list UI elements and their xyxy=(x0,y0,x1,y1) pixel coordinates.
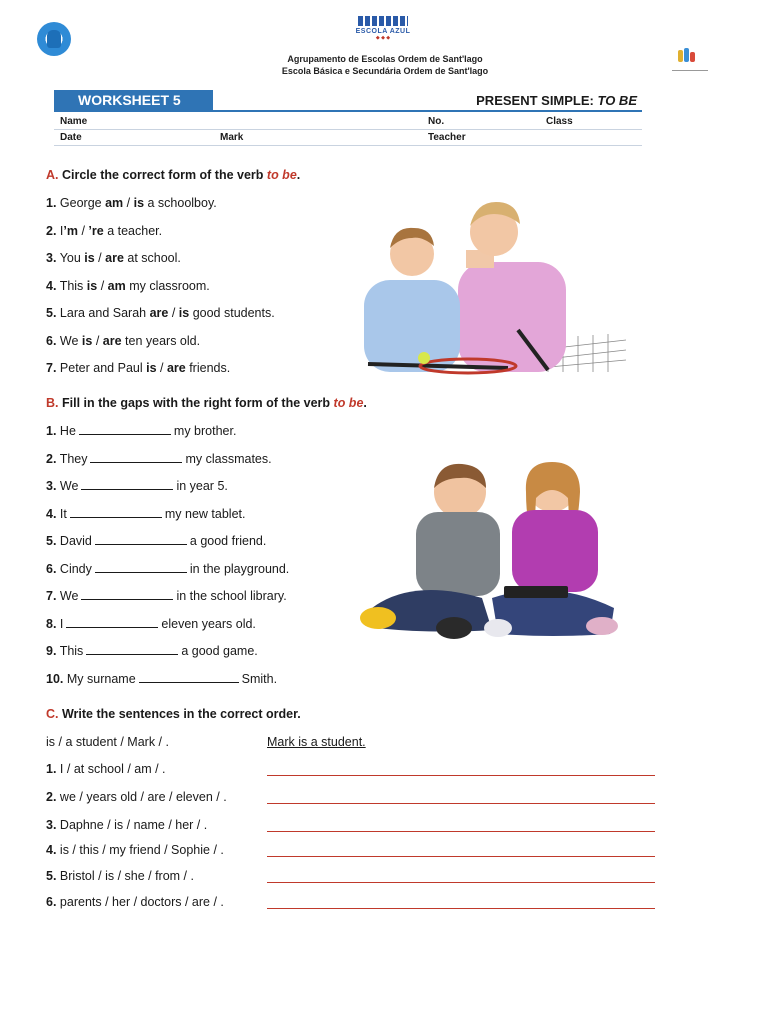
blank-gap[interactable] xyxy=(95,534,187,545)
item-number: 5. xyxy=(46,534,57,548)
option-2[interactable]: is xyxy=(133,196,145,210)
answer-line[interactable] xyxy=(267,908,655,909)
option-separator: / xyxy=(92,334,103,348)
item-text: Cindy xyxy=(59,562,92,576)
item-number: 7. xyxy=(46,589,57,603)
number-label: No. xyxy=(428,116,445,127)
example-answer: Mark is a student. xyxy=(267,735,366,749)
item-text: We xyxy=(59,479,79,493)
exercise-b-item xyxy=(46,507,245,521)
teacher-label: Teacher xyxy=(428,132,466,143)
option-separator: / xyxy=(97,279,108,293)
item-text: friends. xyxy=(185,361,231,375)
item-number: 4. xyxy=(46,507,57,521)
option-1[interactable]: are xyxy=(149,306,169,320)
item-number: 2. xyxy=(46,224,57,238)
boys-with-rackets-photo xyxy=(358,190,626,376)
blank-gap[interactable] xyxy=(81,479,173,490)
item-number: 6. xyxy=(46,895,57,909)
item-text: We xyxy=(59,589,79,603)
answer-line[interactable] xyxy=(267,775,655,776)
blank-gap[interactable] xyxy=(70,507,162,518)
item-number: 3. xyxy=(46,251,57,265)
item-text: I xyxy=(59,224,64,238)
worksheet-title: WORKSHEET 5 xyxy=(54,90,213,110)
item-text: Lara and Sarah xyxy=(59,306,150,320)
item-text: in year 5. xyxy=(176,479,228,493)
item-number: 7. xyxy=(46,361,57,375)
school-name-line2: Escola Básica e Secundária Ordem de Sant'Iago xyxy=(281,66,489,76)
item-text: at school. xyxy=(123,251,181,265)
item-text: in the playground. xyxy=(189,562,290,576)
option-1[interactable]: am xyxy=(105,196,124,210)
exercise-b-item xyxy=(46,617,256,631)
option-2[interactable]: ’re xyxy=(88,224,104,238)
item-text: my classroom. xyxy=(125,279,210,293)
item-number: 3. xyxy=(46,479,57,493)
exercise-c-item xyxy=(46,869,194,883)
option-2[interactable]: is xyxy=(178,306,190,320)
blank-gap[interactable] xyxy=(95,562,187,573)
info-divider xyxy=(54,145,642,146)
exercise-a-item xyxy=(46,196,217,210)
exercise-b-item xyxy=(46,644,258,658)
exercise-c-item xyxy=(46,818,207,832)
item-text: a good game. xyxy=(181,644,258,658)
option-1[interactable]: is xyxy=(146,361,157,375)
topic-title: PRESENT SIMPLE: TO BE xyxy=(476,93,637,108)
exercise-a-item xyxy=(46,361,230,375)
item-number: 3. xyxy=(46,818,57,832)
option-1[interactable]: is xyxy=(86,279,98,293)
exercise-a-item xyxy=(46,251,181,265)
item-number: 4. xyxy=(46,843,57,857)
answer-line[interactable] xyxy=(267,856,655,857)
exercise-a-item xyxy=(46,279,210,293)
info-divider xyxy=(54,129,642,130)
section-a-heading: A. Circle the correct form of the verb to be. xyxy=(46,168,301,182)
item-number: 9. xyxy=(46,644,57,658)
item-text: It xyxy=(59,507,67,521)
blank-gap[interactable] xyxy=(86,644,178,655)
mark-label: Mark xyxy=(220,132,244,143)
option-separator: / xyxy=(78,224,89,238)
item-number: 6. xyxy=(46,562,57,576)
item-text: This xyxy=(59,644,84,658)
item-text: a good friend. xyxy=(189,534,267,548)
item-number: 1. xyxy=(46,424,57,438)
name-label: Name xyxy=(60,116,88,127)
answer-line[interactable] xyxy=(267,803,655,804)
item-number: 4. xyxy=(46,279,57,293)
exercise-a-item xyxy=(46,224,162,238)
escola-azul-logo: ESCOLA AZUL ◆ ◆ ◆ xyxy=(352,16,414,50)
exercise-c-item xyxy=(46,790,227,804)
exercise-a-item xyxy=(46,334,200,348)
option-2[interactable]: are xyxy=(166,361,186,375)
option-2[interactable]: am xyxy=(107,279,126,293)
blank-gap[interactable] xyxy=(139,672,239,683)
item-number: 1. xyxy=(46,762,57,776)
item-text: parents / her / doctors / are / . xyxy=(59,895,224,909)
item-text: eleven years old. xyxy=(161,617,256,631)
item-text: He xyxy=(59,424,76,438)
item-number: 6. xyxy=(46,334,57,348)
option-separator: / xyxy=(168,306,179,320)
item-text: Daphne / is / name / her / . xyxy=(59,818,208,832)
item-text: George xyxy=(59,196,106,210)
item-number: 5. xyxy=(46,306,57,320)
item-text: we / years old / are / eleven / . xyxy=(59,790,227,804)
item-number: 2. xyxy=(46,790,57,804)
item-number: 1. xyxy=(46,196,57,210)
exercise-b-item xyxy=(46,534,266,548)
item-text: I xyxy=(59,617,64,631)
class-label: Class xyxy=(546,116,573,127)
item-text: good students. xyxy=(189,306,275,320)
example-question: is / a student / Mark / . xyxy=(46,735,169,749)
item-text: Smith. xyxy=(241,672,278,686)
option-1[interactable]: is xyxy=(84,251,95,265)
option-separator: / xyxy=(156,361,167,375)
item-text: David xyxy=(59,534,92,548)
option-separator: / xyxy=(94,251,106,265)
exercise-c-item xyxy=(46,762,166,776)
item-text: a schoolboy. xyxy=(144,196,217,210)
item-text: This xyxy=(59,279,87,293)
item-text: ten years old. xyxy=(121,334,201,348)
answer-line[interactable] xyxy=(267,882,655,883)
item-number: 5. xyxy=(46,869,57,883)
exercise-b-item xyxy=(46,452,272,466)
item-text: I / at school / am / . xyxy=(59,762,166,776)
item-text: in the school library. xyxy=(176,589,287,603)
item-text: my classmates. xyxy=(185,452,272,466)
item-text: You xyxy=(59,251,85,265)
item-number: 10. xyxy=(46,672,64,686)
kids-with-tablet-photo xyxy=(352,458,624,648)
item-text: Peter and Paul xyxy=(59,361,147,375)
school-logo-left xyxy=(37,22,71,56)
option-2[interactable]: are xyxy=(102,334,122,348)
exercise-b-item xyxy=(46,589,287,603)
exercise-b-item xyxy=(46,479,228,493)
item-text: My surname xyxy=(66,672,136,686)
item-text: They xyxy=(59,452,88,466)
exercise-c-item xyxy=(46,895,224,909)
exercise-a-item xyxy=(46,306,275,320)
blank-gap[interactable] xyxy=(90,452,182,463)
date-label: Date xyxy=(60,132,82,143)
blank-gap[interactable] xyxy=(79,424,171,435)
blank-gap[interactable] xyxy=(66,617,158,628)
option-2[interactable]: are xyxy=(105,251,124,265)
answer-line[interactable] xyxy=(267,831,655,832)
item-text: my new tablet. xyxy=(164,507,246,521)
item-text: a teacher. xyxy=(103,224,163,238)
item-number: 2. xyxy=(46,452,57,466)
title-underline xyxy=(54,110,642,112)
option-1[interactable]: ’m xyxy=(63,224,78,238)
option-1[interactable]: is xyxy=(81,334,93,348)
option-separator: / xyxy=(123,196,134,210)
item-number: 8. xyxy=(46,617,57,631)
exercise-c-item xyxy=(46,843,224,857)
item-text: my brother. xyxy=(173,424,237,438)
blank-gap[interactable] xyxy=(81,589,173,600)
item-text: is / this / my friend / Sophie / . xyxy=(59,843,224,857)
item-text: Bristol / is / she / from / . xyxy=(59,869,194,883)
section-b-heading: B. Fill in the gaps with the right form of the verb to be. xyxy=(46,396,367,410)
item-text: We xyxy=(59,334,82,348)
exercise-b-item xyxy=(46,562,289,576)
school-name-line1: Agrupamento de Escolas Ordem de Sant'Iago xyxy=(287,54,483,64)
exercise-b-item xyxy=(46,672,277,686)
exercise-b-item xyxy=(46,424,236,438)
section-c-heading: C. Write the sentences in the correct order. xyxy=(46,707,301,721)
